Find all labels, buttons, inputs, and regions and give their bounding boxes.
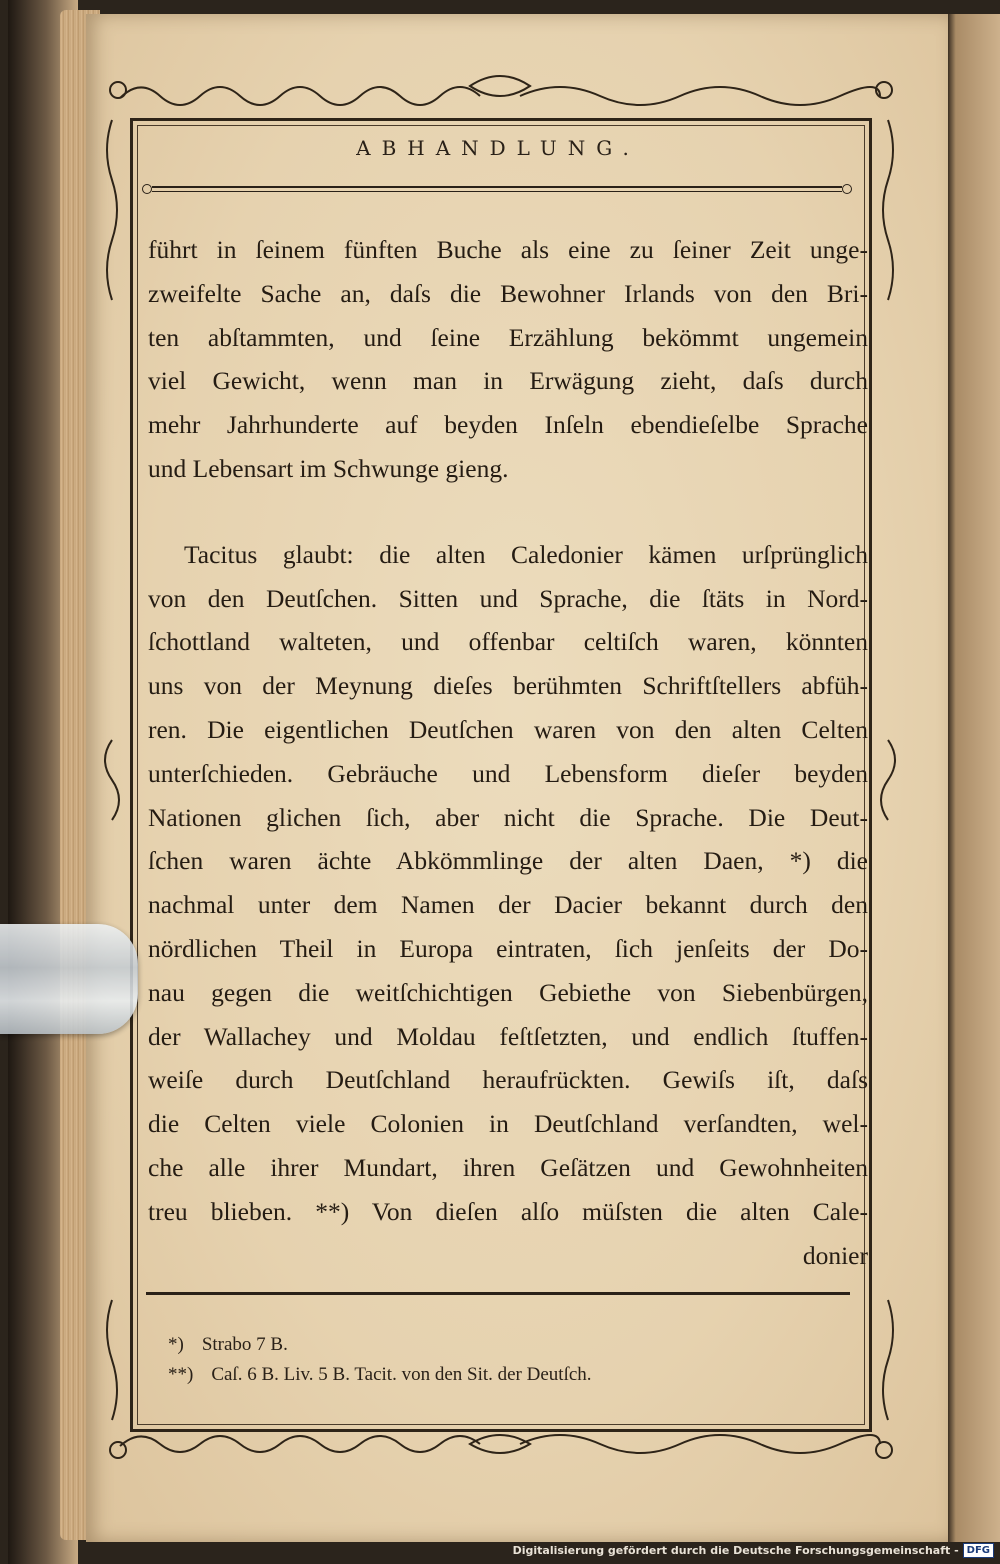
text-line: viel Gewicht, wenn man in Erwägung zieht, daſs durch <box>148 366 868 396</box>
text-line: Tacitus glaubt: die alten Caledonier kämen urſprünglich <box>184 539 868 569</box>
text-line: weiſe durch Deutſchland heraufrückten. Gewiſs iſt, daſs <box>148 1065 868 1095</box>
text-line: der Wallachey und Moldau feſtſetzten, und endlich ſtuffen- <box>148 1021 868 1051</box>
text-line: nau gegen die weitſchichtigen Gebiethe von Siebenbürgen, <box>148 977 868 1007</box>
text-line: nördlichen Theil in Europa eintraten, ſich jenſeits der Do- <box>148 933 868 963</box>
footnote-marker: *) <box>168 1334 184 1355</box>
text-line: Nationen glichen ſich, aber nicht die Sprache. Die Deut- <box>148 802 868 832</box>
adjacent-page <box>948 14 1000 1542</box>
footnote <box>168 1330 828 1360</box>
text-line: ten abſtammten, und ſeine Erzählung bekömmt ungemein <box>148 322 868 352</box>
footnote-rule <box>146 1292 850 1295</box>
text-line: ren. Die eigentlichen Deutſchen waren von den alten Celten <box>148 714 868 744</box>
text-line: unterſchieden. Gebräuche und Lebensform dieſer beyden <box>148 758 868 788</box>
text-line: führt in ſeinem fünften Buche als eine zu ſeiner Zeit unge- <box>148 235 868 264</box>
footnote-marker: **) <box>168 1364 194 1385</box>
body-text <box>148 228 868 1277</box>
paragraph-gap <box>148 491 868 533</box>
page-clip <box>0 924 138 1034</box>
text-line: ſchottland walteten, und offenbar celtiſch waren, könnten <box>148 627 868 657</box>
footnote-text: Strabo 7 B. <box>201 1334 288 1355</box>
text-line: und Lebensart im Schwunge gieng. <box>148 453 509 483</box>
text-line: von den Deutſchen. Sitten und Sprache, die ſtäts in Nord- <box>148 583 868 613</box>
footnote <box>168 1360 828 1390</box>
dfg-logo: DFG <box>963 1543 994 1558</box>
page-heading: ABHANDLUNG. <box>356 136 640 160</box>
footnote-text: Caſ. 6 B. Liv. 5 B. Tacit. von den Sit. der Deutſch. <box>211 1364 592 1385</box>
text-line: mehr Jahrhunderte auf beyden Inſeln ebendieſelbe Sprache <box>148 410 868 440</box>
text-line: uns von der Meynung dieſes berühmten Schriftſtellers abfüh- <box>148 671 868 701</box>
text-line: treu blieben. **) Von dieſen alſo müſsten die alten Cale- <box>148 1196 868 1226</box>
text-line: nachmal unter dem Namen der Dacier bekannt durch den <box>148 890 868 920</box>
text-line: ſchen waren ächte Abkömmlinge der alten Daen, *) die <box>148 846 868 876</box>
digitization-credit <box>513 1540 994 1560</box>
credit-text: Digitalisierung gefördert durch die Deutsche Forschungsgemeinschaft - <box>512 1543 959 1557</box>
footnotes <box>168 1330 828 1390</box>
text-line: che alle ihrer Mundart, ihren Geſätzen und Gewohnheiten <box>148 1152 868 1182</box>
text-line: die Celten viele Colonien in Deutſchland verſandten, wel- <box>148 1109 868 1139</box>
heading-rule <box>152 186 842 192</box>
text-line: zweifelte Sache an, daſs die Bewohner Irlands von den Bri- <box>148 278 868 308</box>
catchword: donier <box>802 1240 868 1270</box>
